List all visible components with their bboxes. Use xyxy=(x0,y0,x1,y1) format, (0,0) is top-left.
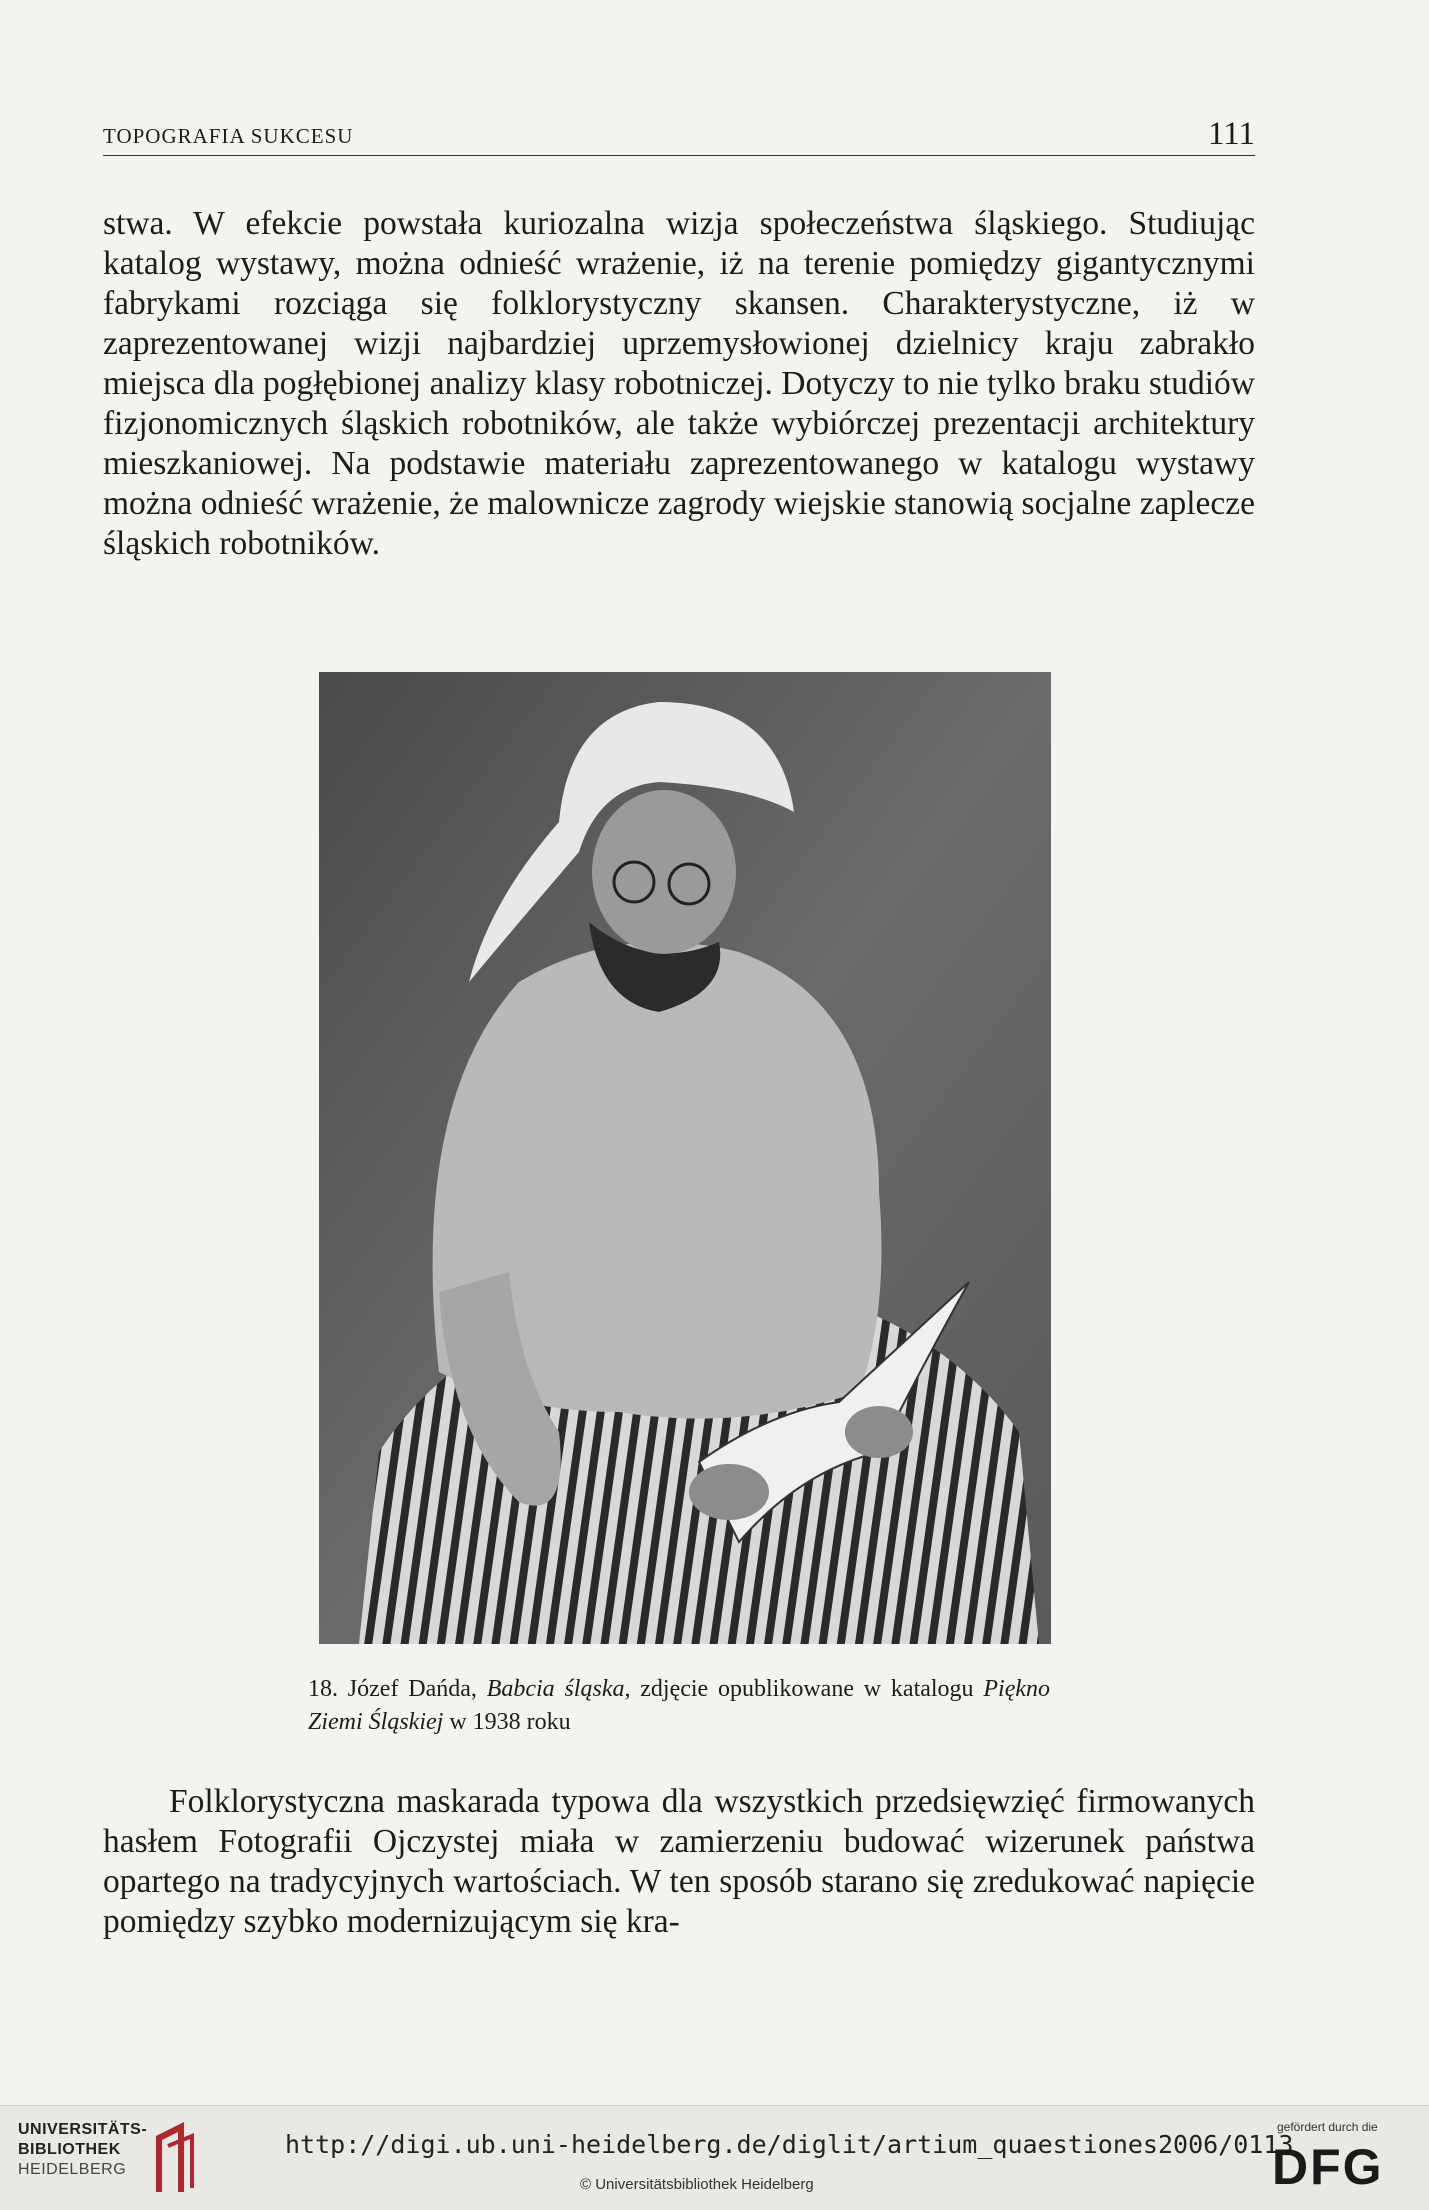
running-head xyxy=(103,115,1255,156)
copyright-notice: © Universitätsbibliothek Heidelberg xyxy=(580,2176,814,2193)
page-number: 111 xyxy=(1207,116,1255,152)
photograph-babcia-slaska xyxy=(319,672,1051,1644)
permalink-url[interactable]: http://digi.ub.uni-heidelberg.de/diglit/artium_quaestiones2006/0113 xyxy=(285,2130,1294,2159)
figure-caption xyxy=(308,1673,1050,1739)
library-line-2: BIBLIOTHEK xyxy=(18,2141,121,2158)
caption-prefix: 18. Józef Dańda, xyxy=(308,1676,487,1702)
caption-middle: , zdjęcie opublikowane w katalogu xyxy=(624,1676,984,1702)
university-library-logo[interactable] xyxy=(18,2120,147,2180)
paragraph-1-text: stwa. W efekcie powstała kuriozalna wizja społeczeństwa śląskiego. Studiując katalog wystawy, można odnieść wrażenie, iż na terenie pomiędzy gigantycznymi fabrykami rozciąga się folklorystyczny skansen. Charakterystyczne, iż w zaprezentowanej wizji najbardziej uprzemysłowionej dzielnicy kraju zabrakło miejsca dla pogłębionej analizy klasy robotniczej. Dotyczy to nie tylko braku studiów fizjonomicznych śląskich robotników, ale także wybiórczej prezentacji architektury mieszkaniowej. Na podstawie materiału zaprezentowanego w katalogu wystawy można odnieść wrażenie, że malownicze zagrody wiejskie stanowią socjalne zaplecze śląskich robotników. xyxy=(103,205,1255,562)
photo-illustration xyxy=(319,672,1051,1644)
library-line-1: UNIVERSITÄTS- xyxy=(18,2121,148,2138)
caption-suffix: w 1938 roku xyxy=(443,1709,571,1735)
running-title: TOPOGRAFIA SUKCESU xyxy=(103,124,354,148)
library-mark-icon xyxy=(148,2118,198,2196)
paragraph-2-text: Folklorystyczna maskarada typowa dla wszystkich przedsięwzięć firmowanych hasłem Fotografii Ojczystej miała w zamierzeniu budować wizerunek państwa opartego na tradycyjnych wartościach. W ten sposób starano się zredukować napięcie pomiędzy szybko modernizującym się kra- xyxy=(103,1783,1255,1940)
face xyxy=(592,790,736,954)
caption-catalog: Piękno Ziemi Śląskiej xyxy=(308,1676,1051,1735)
library-line-3: HEIDELBERG xyxy=(18,2161,127,2178)
caption-title: Babcia śląska xyxy=(486,1676,625,1702)
paragraph-2 xyxy=(103,1782,1255,1942)
dfg-logo[interactable]: DFG xyxy=(1272,2139,1384,2195)
paragraph-1 xyxy=(103,204,1255,564)
funding-note: gefördert durch die xyxy=(1277,2120,1378,2134)
